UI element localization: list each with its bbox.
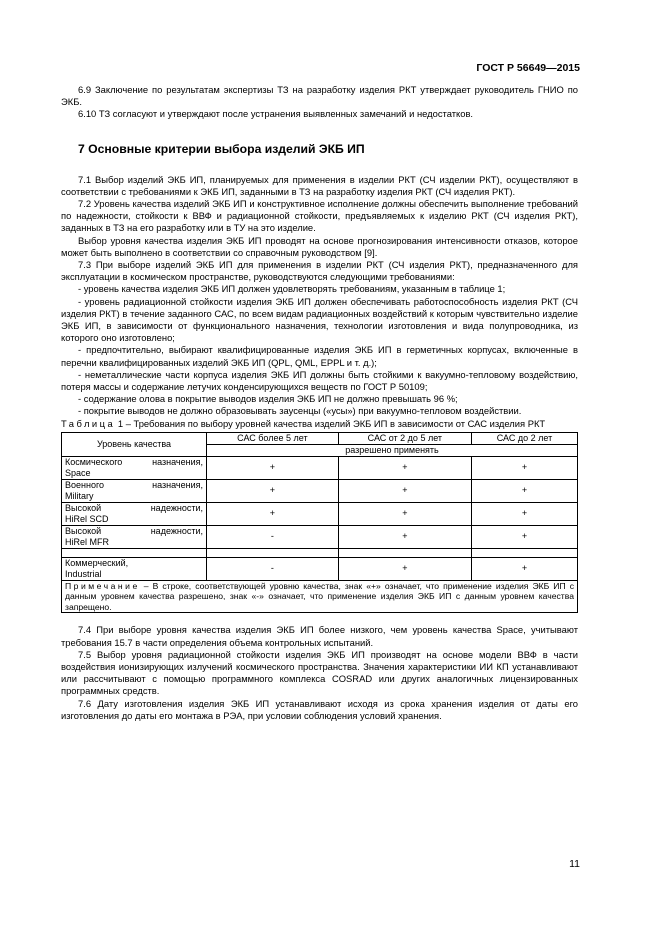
value-cell: + [471, 502, 577, 525]
header-allowed: разрешено применять [207, 444, 578, 456]
table-row [62, 479, 578, 502]
value-cell: + [471, 479, 577, 502]
paragraph-7-4: 7.4 При выборе уровня качества изделия ЭКБ ИП более низкого, чем уровень качества Space, учитывают требования 15.7 в части определения объема контрольных испытаний. [61, 624, 578, 648]
list-item: - уровень качества изделия ЭКБ ИП должен удовлетворять требованиям, указанным в таблице 1; [78, 283, 506, 295]
value-cell: + [338, 479, 471, 502]
value-cell: - [207, 525, 339, 548]
table-note-text: – В строке, соответствующей уровню качества, знак «+» означает, что применение изделия ЭКБ ИП с данным уровнем качества разрешено, знак «-» означает, что применение изделия ЭКБ ИП с данным уровнем качества запрещено. [65, 580, 574, 612]
table-note-row [62, 580, 578, 613]
quality-level-cell: Высокой надежности, HiRel SCD [62, 502, 207, 525]
page-content [61, 84, 578, 722]
paragraph-7-5: 7.5 Выбор уровня радиационной стойкости изделия ЭКБ ИП производят на основе модели ВВФ в части воздействия ионизирующих излучений космического пространства. Значения характеристики ИИ КП устанавливают или рассчитывают с помощью программного комплекса COSRAD или других аналогичных лицензированных программных средств. [61, 648, 578, 697]
paragraph-6-10: 6.10 ТЗ согласуют и утверждают после устранения выявленных замечаний и недостатков. [78, 108, 474, 120]
table-caption-label: Таблица [61, 417, 116, 429]
header-sas-over-5: САС более 5 лет [207, 432, 339, 444]
value-cell: - [207, 557, 339, 580]
requirements-table [61, 432, 578, 614]
table-row [62, 525, 578, 548]
value-cell: + [338, 525, 471, 548]
section-title: 7 Основные критерии выбора изделий ЭКБ ИП [78, 141, 365, 156]
quality-level-cell: Космического назначения, Space [62, 456, 207, 479]
paragraph-7-1: 7.1 Выбор изделий ЭКБ ИП, планируемых для применения в изделии РКТ (СЧ изделии РКТ), осуществляют в соответствии с требованиями к ЭКБ ИП, заданными в ТЗ на разработку изделия РКТ (СЧ изделия РКТ). [61, 173, 578, 197]
value-cell: + [207, 479, 339, 502]
paragraph-7-3: 7.3 При выборе изделий ЭКБ ИП для применения в изделии РКТ (СЧ изделия РКТ), предназначенного для эксплуатации в космическом пространстве, руководствуются следующими требованиями: [61, 259, 578, 283]
list-item: - уровень радиационной стойкости изделия ЭКБ ИП должен обеспечивать работоспособность изделия РКТ (СЧ изделия РКТ) в течение заданного САС, по всем видам радиационных воздействий к которым чувствительно изделие ЭКБ ИП, в зависимости от функционального назначения, технологии изготовления и вида полупроводника, из которого оно изготовлено; [61, 295, 578, 344]
table-row [62, 557, 578, 580]
paragraph-6-9: 6.9 Заключение по результатам экспертизы ТЗ на разработку изделия РКТ утверждает руководитель ГНИО по ЭКБ. [61, 84, 578, 108]
paragraph-7-2-cont: Выбор уровня качества изделия ЭКБ ИП проводят на основе прогнозирования интенсивности отказов, которое может быть выполнено в соответствии со справочным руководством [9]. [61, 234, 578, 258]
paragraph-7-6: 7.6 Дату изготовления изделия ЭКБ ИП устанавливают исходя из срока хранения изделия от даты его изготовления до даты его монтажа в РЭА, при условии соблюдения условий хранения. [61, 697, 578, 721]
quality-level-cell: Коммерческий, Industrial [62, 557, 207, 580]
table-caption [61, 418, 578, 430]
list-item: - содержание олова в покрытие выводов изделия ЭКБ ИП не должно превышать 96 %; [78, 393, 458, 405]
value-cell: + [338, 456, 471, 479]
value-cell: + [207, 456, 339, 479]
value-cell: + [338, 502, 471, 525]
value-cell: + [471, 557, 577, 580]
paragraph-7-2: 7.2 Уровень качества изделий ЭКБ ИП и конструктивное исполнение должны обеспечить выполнение требований по надежности, стойкости к ВВФ и радиационной стойкости, предъявляемых к изделию РКТ (СЧ изделия РКТ), заданных в ТЗ на его разработку или в ТУ на это изделие. [61, 198, 578, 234]
value-cell: + [471, 525, 577, 548]
table-header-row [62, 432, 578, 444]
table-spacer-row [62, 548, 578, 557]
header-quality-level: Уровень качества [62, 432, 207, 456]
value-cell: + [207, 502, 339, 525]
table-note-label: Примечание [65, 580, 140, 591]
table-row [62, 502, 578, 525]
document-code: ГОСТ Р 56649—2015 [476, 62, 580, 74]
list-item: - предпочтительно, выбирают квалифицированные изделия ЭКБ ИП в герметичных корпусах, включенные в перечни квалифицированных изделий ЭКБ ИП (QPL, QML, EPPL и т. д.); [61, 344, 578, 368]
bottom-section [61, 624, 578, 722]
value-cell: + [338, 557, 471, 580]
header-sas-under-2: САС до 2 лет [471, 432, 577, 444]
value-cell: + [471, 456, 577, 479]
quality-level-cell: Военного назначения, Military [62, 479, 207, 502]
list-item: - неметаллические части корпуса изделия ЭКБ ИП должны быть стойкими к вакуумно-тепловому воздействию, потеря массы и содержание летучих конденсирующихся веществ по ГОСТ Р 50109; [61, 368, 578, 393]
list-item: - покрытие выводов не должно образовывать заусенцы («усы») при вакуумно-тепловом воздействии. [78, 405, 522, 417]
quality-level-cell: Высокой надежности, HiRel MFR [62, 525, 207, 548]
table-row [62, 456, 578, 479]
page-number: 11 [569, 858, 580, 870]
header-sas-2-to-5: САС от 2 до 5 лет [338, 432, 471, 444]
table-note [62, 580, 578, 613]
table-caption-text: 1 – Требования по выбору уровней качества изделий ЭКБ ИП в зависимости от САС изделия РКТ [115, 417, 546, 429]
